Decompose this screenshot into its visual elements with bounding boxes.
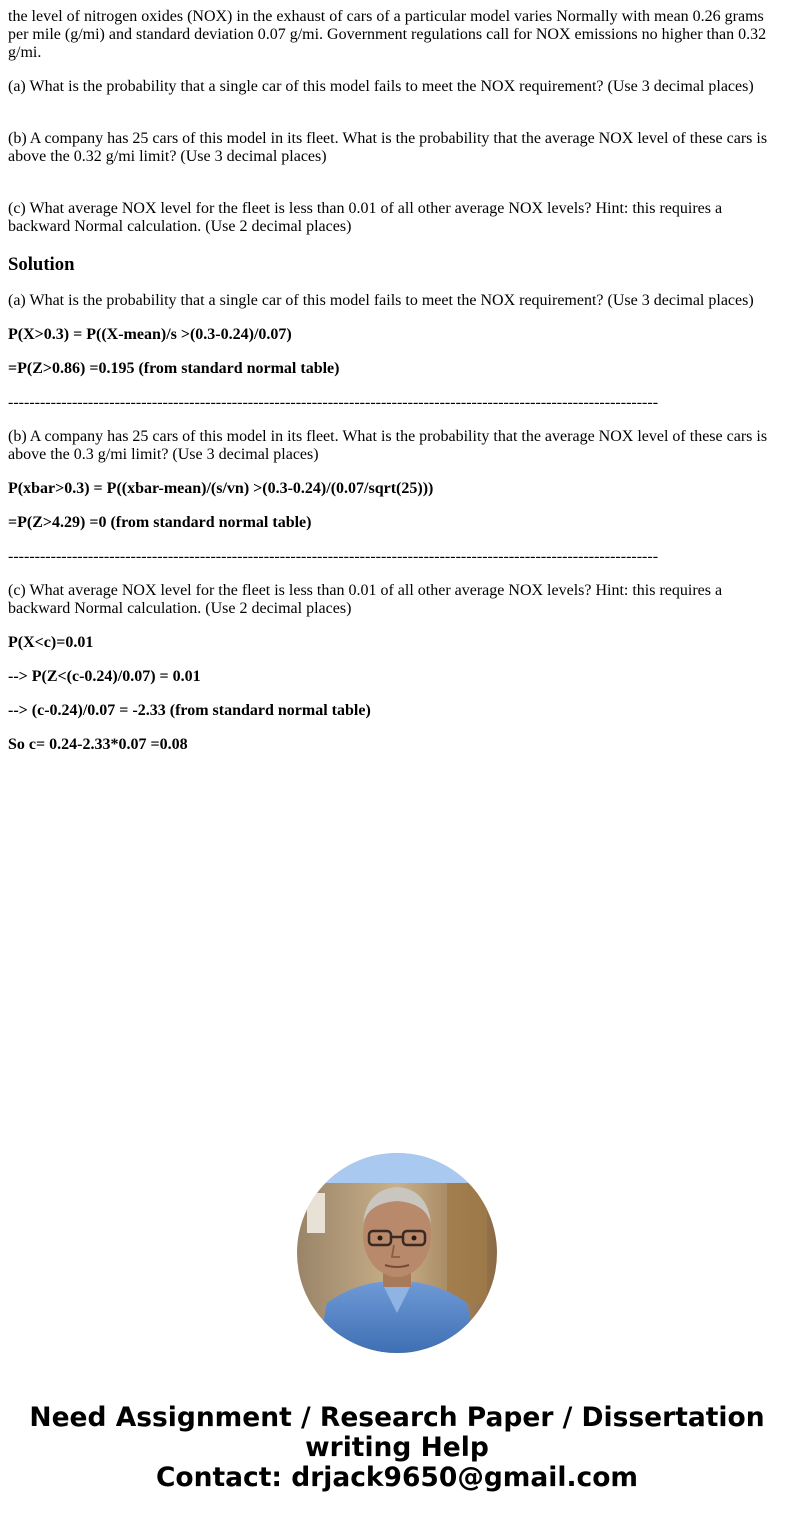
solution-c-step-3: --> (c-0.24)/0.07 = -2.33 (from standard normal table) xyxy=(8,702,371,719)
separator-line: -------------------------------------------------------------------------------------------------------------------------- xyxy=(8,548,659,565)
footer-line-1: Need Assignment / Research Paper / Dissertation xyxy=(29,1402,765,1433)
solution-c-step-2: --> P(Z<(c-0.24)/0.07) = 0.01 xyxy=(8,668,201,685)
solution-a-step-1: P(X>0.3) = P((X-mean)/s >(0.3-0.24)/0.07) xyxy=(8,326,292,343)
solution-b-question: (b) A company has 25 cars of this model in its fleet. What is the probability that the average NOX level of these cars is above the 0.3 g/mi limit? (Use 3 decimal places) xyxy=(8,428,768,463)
solution-c-question: (c) What average NOX level for the fleet is less than 0.01 of all other average NOX levels? Hint: this requires a backward Normal calculation. (Use 2 decimal places) xyxy=(8,582,723,617)
question-part-c: (c) What average NOX level for the fleet is less than 0.01 of all other average NOX levels? Hint: this requires a backward Normal calculation. (Use 2 decimal places) xyxy=(8,200,723,235)
solution-c-step-4: So c= 0.24-2.33*0.07 =0.08 xyxy=(8,736,188,753)
solution-c-step-1: P(X<c)=0.01 xyxy=(8,634,94,651)
tutor-avatar xyxy=(297,1153,497,1353)
footer-advert xyxy=(0,1403,794,1493)
separator-line: -------------------------------------------------------------------------------------------------------------------------- xyxy=(8,394,659,411)
question-intro: the level of nitrogen oxides (NOX) in the exhaust of cars of a particular model varies Normally with mean 0.26 grams per mile (g/mi) and standard deviation 0.07 g/mi. Government regulations call for NOX emissions no higher than 0.32 g/mi. xyxy=(8,8,767,61)
solution-b-step-1: P(xbar>0.3) = P((xbar-mean)/(s/vn) >(0.3-0.24)/(0.07/sqrt(25))) xyxy=(8,480,434,497)
solution-b-step-2: =P(Z>4.29) =0 (from standard normal table) xyxy=(8,514,312,531)
footer-line-2: writing Help xyxy=(305,1432,489,1463)
solution-a-question: (a) What is the probability that a single car of this model fails to meet the NOX requirement? (Use 3 decimal places) xyxy=(8,292,754,309)
footer-contact: Contact: drjack9650@gmail.com xyxy=(155,1462,639,1493)
document-body xyxy=(8,8,778,770)
tutor-portrait-icon xyxy=(297,1153,497,1353)
solution-a-step-2: =P(Z>0.86) =0.195 (from standard normal table) xyxy=(8,360,340,377)
solution-heading: Solution xyxy=(8,254,75,275)
question-part-b: (b) A company has 25 cars of this model in its fleet. What is the probability that the average NOX level of these cars is above the 0.32 g/mi limit? (Use 3 decimal places) xyxy=(8,130,768,165)
question-part-a: (a) What is the probability that a single car of this model fails to meet the NOX requirement? (Use 3 decimal places) xyxy=(8,78,754,95)
